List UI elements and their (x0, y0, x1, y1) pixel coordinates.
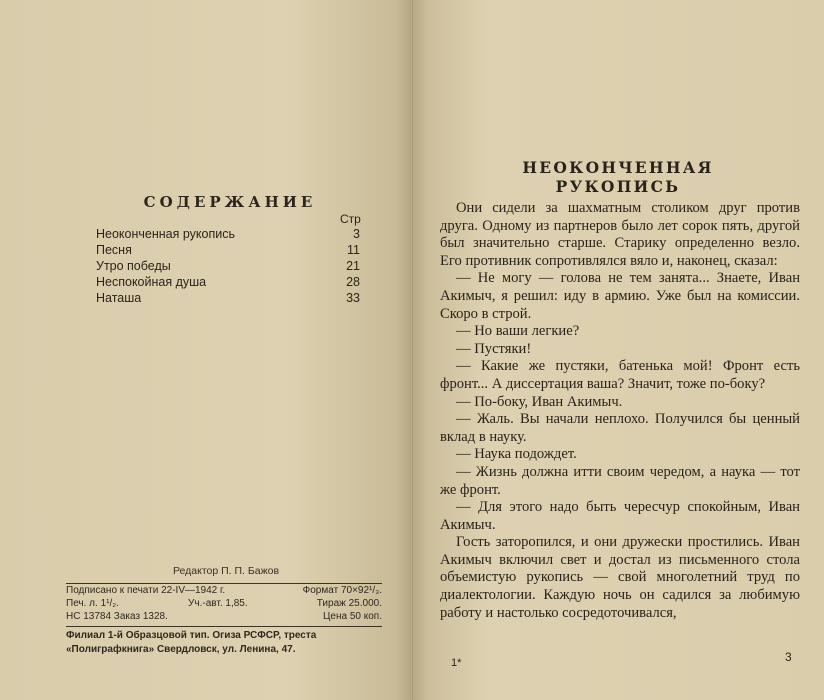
imprint-signed-date: Подписано к печати 22-IV—1942 г. (66, 585, 226, 596)
toc-entry-title: Утро победы (96, 258, 171, 273)
paragraph: — По-боку, Иван Акимыч. (456, 393, 623, 410)
paragraph: — Какие же пустяки, батенька мой! Фронт есть фронт... А диссертация ваша? Значит, тоже по-боку? (440, 358, 800, 392)
toc-entry-page: 33 (346, 290, 360, 305)
imprint-order: НС 13784 Заказ 1328. (66, 611, 168, 623)
paragraph: — Но ваши легкие? (456, 323, 580, 340)
paragraph: — Наука подождет. (456, 446, 577, 463)
printer-line: «Полиграфкнига» Свердловск, ул. Ленина, 47. (66, 643, 296, 655)
toc-entry-page: 11 (347, 242, 360, 257)
imprint-row (66, 597, 382, 610)
editor-credit: Редактор П. П. Бажов (173, 565, 280, 577)
toc-page-column-header: Стр (340, 212, 361, 226)
imprint-sheets: Печ. л. 1¹/₂. (66, 598, 119, 610)
chapter-text (440, 200, 800, 622)
toc-entry-title: Наташа (96, 290, 142, 305)
paragraph: — Жаль. Вы начали неплохо. Получился бы ценный вклад в науку. (440, 411, 800, 445)
signature-mark: 1* (451, 657, 462, 669)
page-number: 3 (785, 650, 792, 664)
toc-entry-page: 3 (353, 227, 360, 241)
paragraph: — Для этого надо быть чересчур спокойным, Иван Акимыч. (440, 499, 800, 533)
toc-entry-title: Неспокойная душа (96, 274, 207, 289)
chapter-title: НЕОКОНЧЕННАЯ РУКОПИСЬ (522, 158, 714, 196)
toc-list (96, 227, 360, 307)
paragraph: — Пустяки! (456, 340, 532, 357)
toc-entry (96, 291, 360, 307)
toc-entry (96, 275, 360, 291)
imprint-print-run: Тираж 25.000. (316, 598, 382, 610)
printer-line: Филиал 1-й Образцовой тип. Огиза РСФСР, треста (66, 629, 317, 641)
imprint-block (66, 583, 382, 657)
imprint-author-sheets: Уч.-авт. 1,85. (188, 598, 248, 610)
printer-info (66, 626, 382, 657)
toc-entry-title: Неоконченная рукопись (96, 227, 235, 241)
toc-entry (96, 227, 360, 243)
imprint-row (66, 584, 382, 597)
toc-entry (96, 259, 360, 275)
imprint-price: Цена 50 коп. (323, 611, 382, 623)
imprint-format: Формат 70×92¹/₃. (302, 585, 382, 596)
paragraph: — Жизнь должна итти своим чередом, а наука — тот же фронт. (440, 463, 800, 498)
paragraph: — Не могу — голова не тем занята... Знаете, Иван Акимыч, я решил: иду в армию. Уже был на комиссии. Скоро в строй. (440, 270, 800, 322)
imprint-row (66, 610, 382, 623)
paragraph: Они сидели за шахматным столиком друг против друга. Одному из партнеров было лет сорок пять, другой был значительно старше. Старику определенно везло. Его противник сопротивлялся вяло и, наконец, сказал: (440, 200, 800, 269)
toc-entry-title: Песня (96, 242, 132, 257)
paragraph: Гость заторопился, и они дружески простились. Иван Акимыч включил свет и достал из письменного стола объемистую рукопись — свой многолетний труд по диалектологии. Каждую ночь он садился за любимую работу и настолько сосредоточивался, (440, 534, 800, 621)
toc-entry-page: 21 (346, 258, 360, 273)
toc-entry (96, 243, 360, 259)
toc-entry-page: 28 (346, 274, 360, 289)
toc-title: СОДЕРЖАНИЕ (143, 193, 317, 211)
